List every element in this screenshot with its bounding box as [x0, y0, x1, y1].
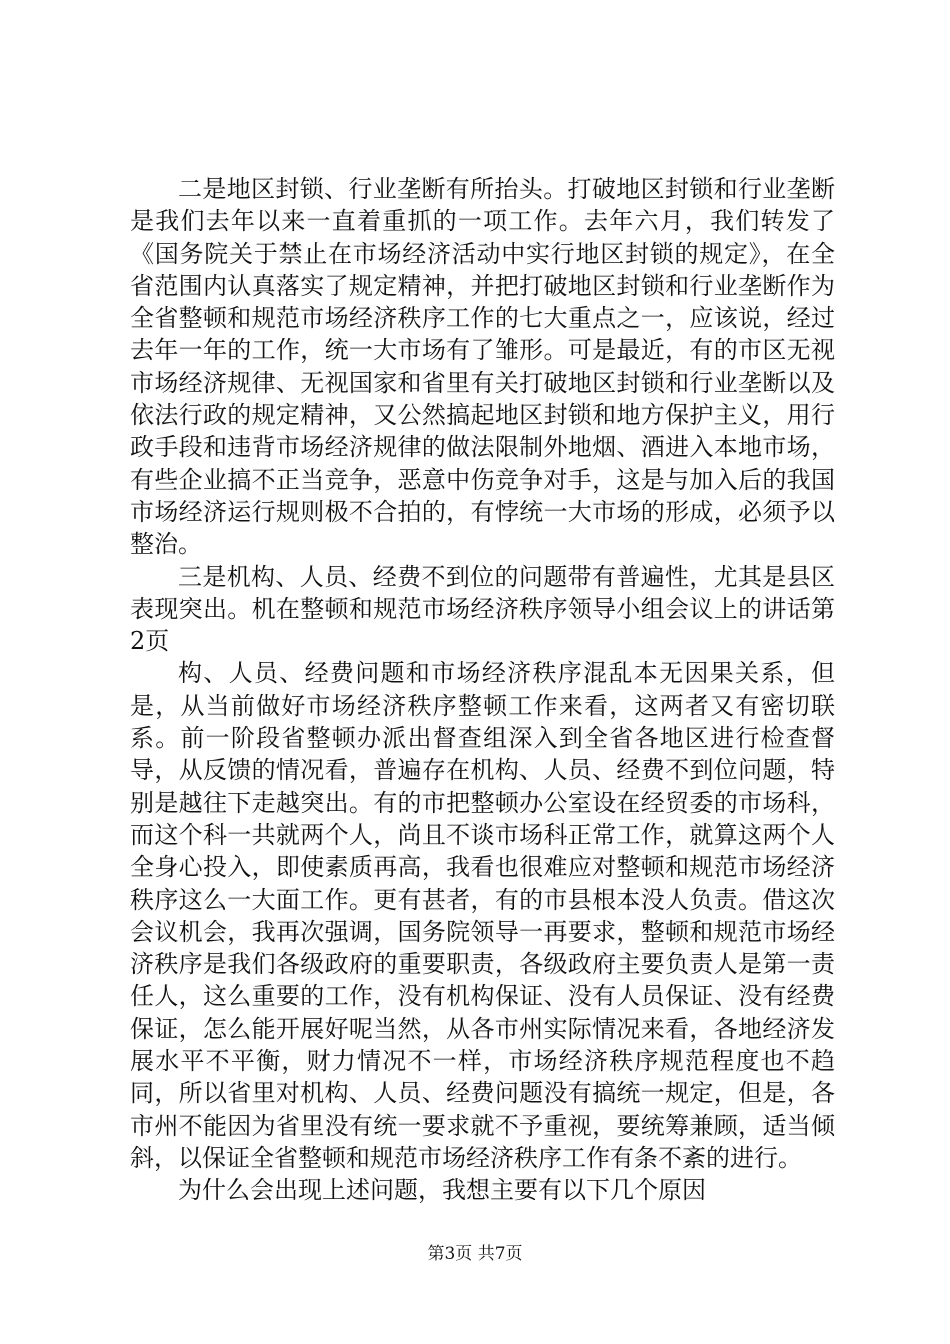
document-body: [130, 173, 835, 1207]
paragraph-staffing-issue: 三是机构、人员、经费不到位的问题带有普遍性，尤其是县区表现突出。机在整顿和规范市场经济秩序领导小组会议上的讲话第2页: [130, 562, 835, 656]
page-number-footer: 第3页 共7页: [427, 1244, 523, 1264]
paragraph-regional-blockade: 二是地区封锁、行业垄断有所抬头。打破地区封锁和行业垄断是我们去年以来一直着重抓的一项工作。去年六月，我们转发了《国务院关于禁止在市场经济活动中实行地区封锁的规定》，在全省范围内认真落实了规定精神，并把打破地区封锁和行业垄断作为全省整顿和规范市场经济秩序工作的七大重点之一，应该说，经过去年一年的工作，统一大市场有了雏形。可是最近，有的市区无视市场经济规律、无视国家和省里有关打破地区封锁和行业垄断以及依法行政的规定精神，又公然搞起地区封锁和地方保护主义，用行政手段和违背市场经济规律的做法限制外地烟、酒进入本地市场，有些企业搞不正当竞争，恶意中伤竞争对手，这是与加入后的我国市场经济运行规则极不合拍的，有悖统一大市场的形成，必须予以整治。: [130, 175, 835, 559]
paragraph-staffing-continued: 构、人员、经费问题和市场经济秩序混乱本无因果关系，但是，从当前做好市场经济秩序整顿工作来看，这两者又有密切联系。前一阶段省整顿办派出督查组深入到全省各地区进行检查督导，从反馈的情况看，普遍存在机构、人员、经费不到位问题，特别是越往下走越突出。有的市把整顿办公室设在经贸委的市场科，而这个科一共就两个人，尚且不谈市场科正常工作，就算这两个人全身心投入，即使素质再高，我看也很难应对整顿和规范市场经济秩序这么一大面工作。更有甚者，有的市县根本没人负责。借这次会议机会，我再次强调，国务院领导一再要求，整顿和规范市场经济秩序是我们各级政府的重要职责，各级政府主要负责人是第一责任人，这么重要的工作，没有机构保证、没有人员保证、没有经费保证，怎么能开展好呢当然，从各市州实际情况来看，各地经济发展水平不平衡，财力情况不一样，市场经济秩序规范程度也不趋同，所以省里对机构、人员、经费问题没有搞统一规定，但是，各市州不能因为省里没有统一要求就不予重视，要统筹兼顾，适当倾斜，以保证全省整顿和规范市场经济秩序工作有条不紊的进行。: [130, 659, 835, 1172]
paragraph-causes-intro: 为什么会出现上述问题，我想主要有以下几个原因: [178, 1176, 706, 1205]
